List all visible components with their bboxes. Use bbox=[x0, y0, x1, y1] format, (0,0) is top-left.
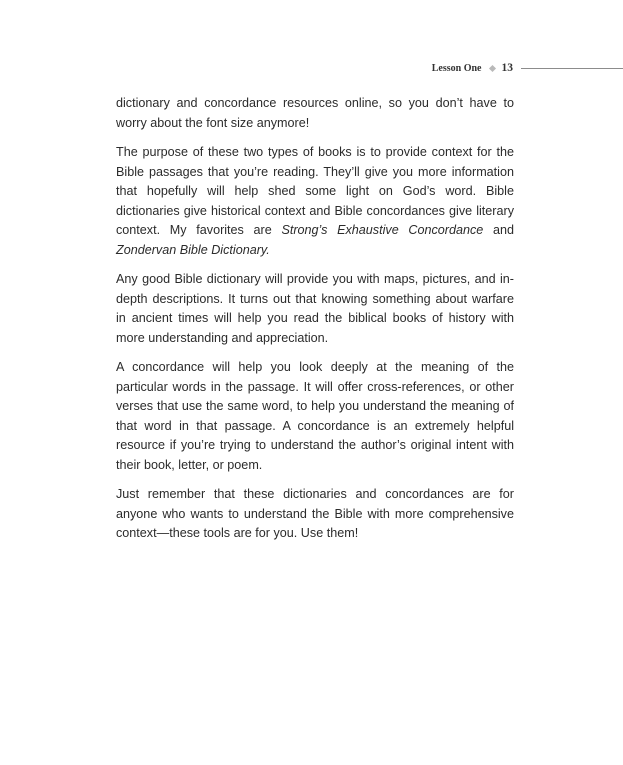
paragraph-4: A concordance will help you look deeply at the meaning of the particular words in the passage. It will offer cross-references, or other verses that use the same word, to help you understand the meaning of that word in that passage. A concordance is an extremely helpful resource if you’re trying to understand the author’s original intent with their book, letter, or poem. bbox=[116, 360, 514, 472]
book-title-zondervan: Zondervan Bible Dictionary. bbox=[116, 242, 270, 257]
body-text bbox=[116, 94, 514, 554]
section-title: Lesson One bbox=[431, 62, 482, 74]
page-number: 13 bbox=[501, 62, 513, 74]
paragraph-2-text-a: The purpose of these two types of books is to provide context for the Bible passages that you’re reading. They’ll give you more information that hopefully will help shed some light on God’s word. Bible dictionaries give historical context and Bible concordances give literary context. My favorites are bbox=[116, 145, 514, 237]
book-title-strongs: Strong’s Exhaustive Concordance bbox=[281, 223, 484, 237]
paragraph-5: Just remember that these dictionaries and concordances are for anyone who wants to understand the Bible with more comprehensive context—these tools are for you. Use them! bbox=[116, 487, 514, 540]
running-header bbox=[400, 61, 623, 75]
paragraph-2-text-b: and bbox=[483, 223, 514, 237]
diamond-separator-icon bbox=[488, 64, 495, 71]
paragraph-1: dictionary and concordance resources online, so you don’t have to worry about the font size anymore! bbox=[116, 96, 514, 130]
header-rule bbox=[521, 68, 623, 69]
paragraph-2 bbox=[116, 143, 514, 260]
paragraph-3: Any good Bible dictionary will provide you with maps, pictures, and in-depth descriptions. It turns out that knowing something about warfare in ancient times will help you read the biblical books of history with more understanding and appreciation. bbox=[116, 272, 514, 345]
